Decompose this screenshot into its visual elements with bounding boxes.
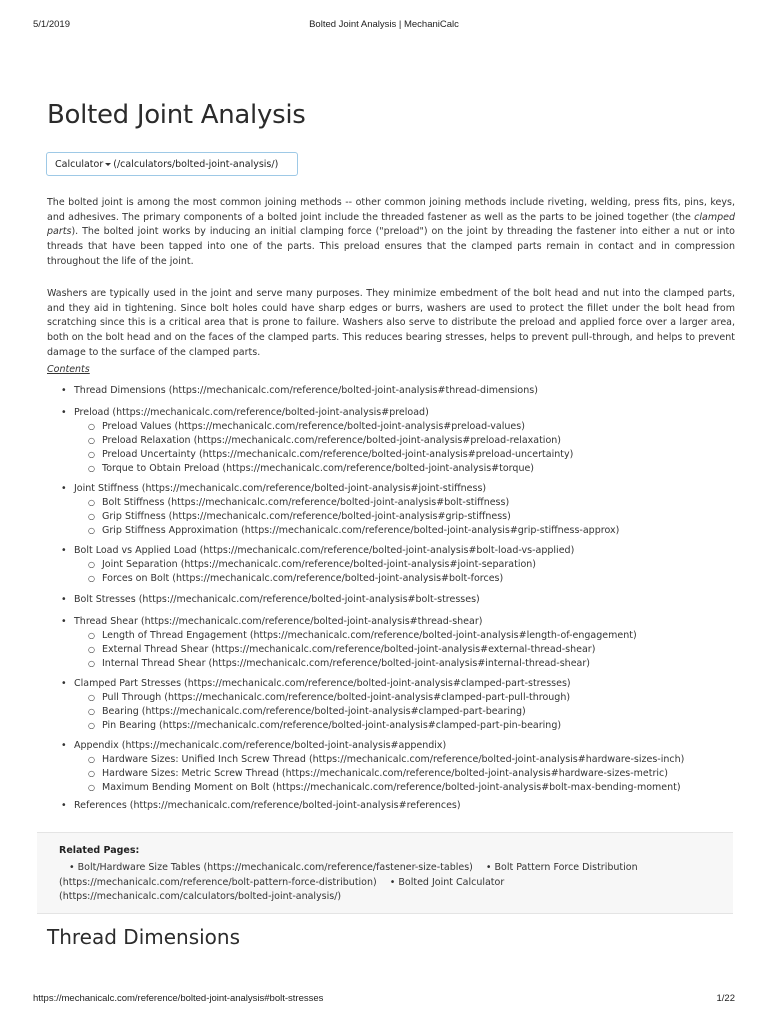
print-date: 5/1/2019 xyxy=(33,19,70,30)
related-link-force-distribution[interactable]: • Bolt Pattern Force Distribution (https://mechanicalc.com/reference/bolt-pattern-force-distribution) xyxy=(59,862,638,888)
calculator-dropdown[interactable] xyxy=(46,152,298,176)
toc-subitem[interactable]: ○ Forces on Bolt (https://mechanicalc.com/reference/bolted-joint-analysis#bolt-forces) xyxy=(102,572,503,586)
page-title: Bolted Joint Analysis xyxy=(47,100,306,130)
print-page-title: Bolted Joint Analysis | MechaniCalc xyxy=(309,19,459,30)
contents-label: Contents xyxy=(47,364,90,375)
toc-item[interactable]: • Bolt Stresses (https://mechanicalc.com/reference/bolted-joint-analysis#bolt-stresses) xyxy=(74,593,480,607)
toc-item[interactable]: • Thread Dimensions (https://mechanicalc.com/reference/bolted-joint-analysis#thread-dimensions) xyxy=(74,384,538,398)
toc-item[interactable]: • Thread Shear (https://mechanicalc.com/reference/bolted-joint-analysis#thread-shear) xyxy=(74,615,482,629)
clamped-parts-emphasis: clamped parts xyxy=(47,211,735,238)
related-link-bolted-joint-calculator[interactable]: • Bolted Joint Calculator (https://mechanicalc.com/calculators/bolted-joint-analysis/) xyxy=(59,877,504,903)
footer-url: https://mechanicalc.com/reference/bolted-joint-analysis#bolt-stresses xyxy=(33,993,324,1004)
washers-paragraph: Washers are typically used in the joint and serve many purposes. They minimize embedment of the bolt head and nut into the clamped parts, and they aid in tightening. Since bolt holes could have sharp edges or burrs, washers are used to protect the fillet under the bolt head from scratching since this is a critical area that is prone to failure. Washers also serve to distribute the preload and applied force over a larger area, both on the bolt head and on the faces of the clamped parts. This reduces bearing stresses, helps to prevent pull-through, and helps to prevent damage to the surface of the clamped parts. xyxy=(47,288,735,358)
toc-subitem[interactable]: ○ Length of Thread Engagement (https://mechanicalc.com/reference/bolted-joint-analysis#length-of-engagement) xyxy=(102,629,637,643)
toc-subitem[interactable]: ○ Grip Stiffness Approximation (https://mechanicalc.com/reference/bolted-joint-analysis#grip-stiffness-approx) xyxy=(102,524,619,538)
toc-subitem[interactable]: ○ Bearing (https://mechanicalc.com/reference/bolted-joint-analysis#clamped-part-bearing) xyxy=(102,705,526,719)
toc-subitem[interactable]: ○ Hardware Sizes: Metric Screw Thread (https://mechanicalc.com/reference/bolted-joint-analysis#hardware-sizes-metric) xyxy=(102,767,668,781)
calculator-link[interactable]: (/calculators/bolted-joint-analysis/) xyxy=(113,159,279,170)
related-link-size-tables[interactable]: • Bolt/Hardware Size Tables (https://mechanicalc.com/reference/fastener-size-tables) xyxy=(69,862,473,873)
related-pages-title: Related Pages: xyxy=(59,845,140,856)
toc-subitem[interactable]: ○ Joint Separation (https://mechanicalc.com/reference/bolted-joint-analysis#joint-separation) xyxy=(102,558,536,572)
main-content xyxy=(47,95,735,811)
page-number: 1/22 xyxy=(716,993,735,1004)
section-title-thread-dimensions: Thread Dimensions xyxy=(47,925,241,949)
toc-item[interactable]: • References (https://mechanicalc.com/reference/bolted-joint-analysis#references) xyxy=(74,799,461,813)
print-footer xyxy=(33,993,735,1007)
related-pages-list xyxy=(59,861,719,905)
toc-item[interactable]: • Joint Stiffness (https://mechanicalc.com/reference/bolted-joint-analysis#joint-stiffness) xyxy=(74,482,486,496)
toc-subitem[interactable]: ○ Torque to Obtain Preload (https://mechanicalc.com/reference/bolted-joint-analysis#torque) xyxy=(102,462,534,476)
toc-item[interactable]: • Clamped Part Stresses (https://mechanicalc.com/reference/bolted-joint-analysis#clamped-part-stresses) xyxy=(74,677,571,691)
related-pages-box xyxy=(37,832,733,914)
toc-item[interactable]: • Appendix (https://mechanicalc.com/reference/bolted-joint-analysis#appendix) xyxy=(74,739,446,753)
toc-subitem[interactable]: ○ Preload Relaxation (https://mechanicalc.com/reference/bolted-joint-analysis#preload-relaxation) xyxy=(102,434,561,448)
calculator-label: Calculator xyxy=(55,159,104,170)
caret-down-icon xyxy=(105,163,111,166)
toc-subitem[interactable]: ○ Maximum Bending Moment on Bolt (https://mechanicalc.com/reference/bolted-joint-analysis#bolt-max-bending-moment) xyxy=(102,781,681,795)
toc-item[interactable]: • Bolt Load vs Applied Load (https://mechanicalc.com/reference/bolted-joint-analysis#bolt-load-vs-applied) xyxy=(74,544,574,558)
toc-subitem[interactable]: ○ Preload Values (https://mechanicalc.com/reference/bolted-joint-analysis#preload-values) xyxy=(102,420,525,434)
toc-subitem[interactable]: ○ External Thread Shear (https://mechanicalc.com/reference/bolted-joint-analysis#external-thread-shear) xyxy=(102,643,595,657)
toc-subitem[interactable]: ○ Hardware Sizes: Unified Inch Screw Thread (https://mechanicalc.com/reference/bolted-joint-analysis#hardware-sizes-inch) xyxy=(102,753,684,767)
toc-item[interactable]: • Preload (https://mechanicalc.com/reference/bolted-joint-analysis#preload) xyxy=(74,406,429,420)
toc-subitem[interactable]: ○ Pull Through (https://mechanicalc.com/reference/bolted-joint-analysis#clamped-part-pull-through) xyxy=(102,691,570,705)
print-header xyxy=(33,19,735,33)
toc-subitem[interactable]: ○ Grip Stiffness (https://mechanicalc.com/reference/bolted-joint-analysis#grip-stiffness) xyxy=(102,510,511,524)
toc-subitem[interactable]: ○ Internal Thread Shear (https://mechanicalc.com/reference/bolted-joint-analysis#internal-thread-shear) xyxy=(102,657,590,671)
toc-subitem[interactable]: ○ Preload Uncertainty (https://mechanicalc.com/reference/bolted-joint-analysis#preload-uncertainty) xyxy=(102,448,573,462)
toc-subitem[interactable]: ○ Bolt Stiffness (https://mechanicalc.com/reference/bolted-joint-analysis#bolt-stiffness) xyxy=(102,496,509,510)
toc-subitem[interactable]: ○ Pin Bearing (https://mechanicalc.com/reference/bolted-joint-analysis#clamped-part-pin-bearing) xyxy=(102,719,561,733)
intro-paragraph: The bolted joint is among the most common joining methods -- other common joining methods include riveting, welding, press fits, pins, keys, and adhesives. The primary components of a bolted joint include the threaded fastener as well as the parts to be joined together (the clamped parts). The bolted joint works by inducing an initial clamping force ("preload") on the joint by threading the fastener into either a nut or into threads that have been tapped into one of the parts. This preload ensures that the clamped parts remain in contact and in compression throughout the life of the joint. xyxy=(47,197,735,267)
